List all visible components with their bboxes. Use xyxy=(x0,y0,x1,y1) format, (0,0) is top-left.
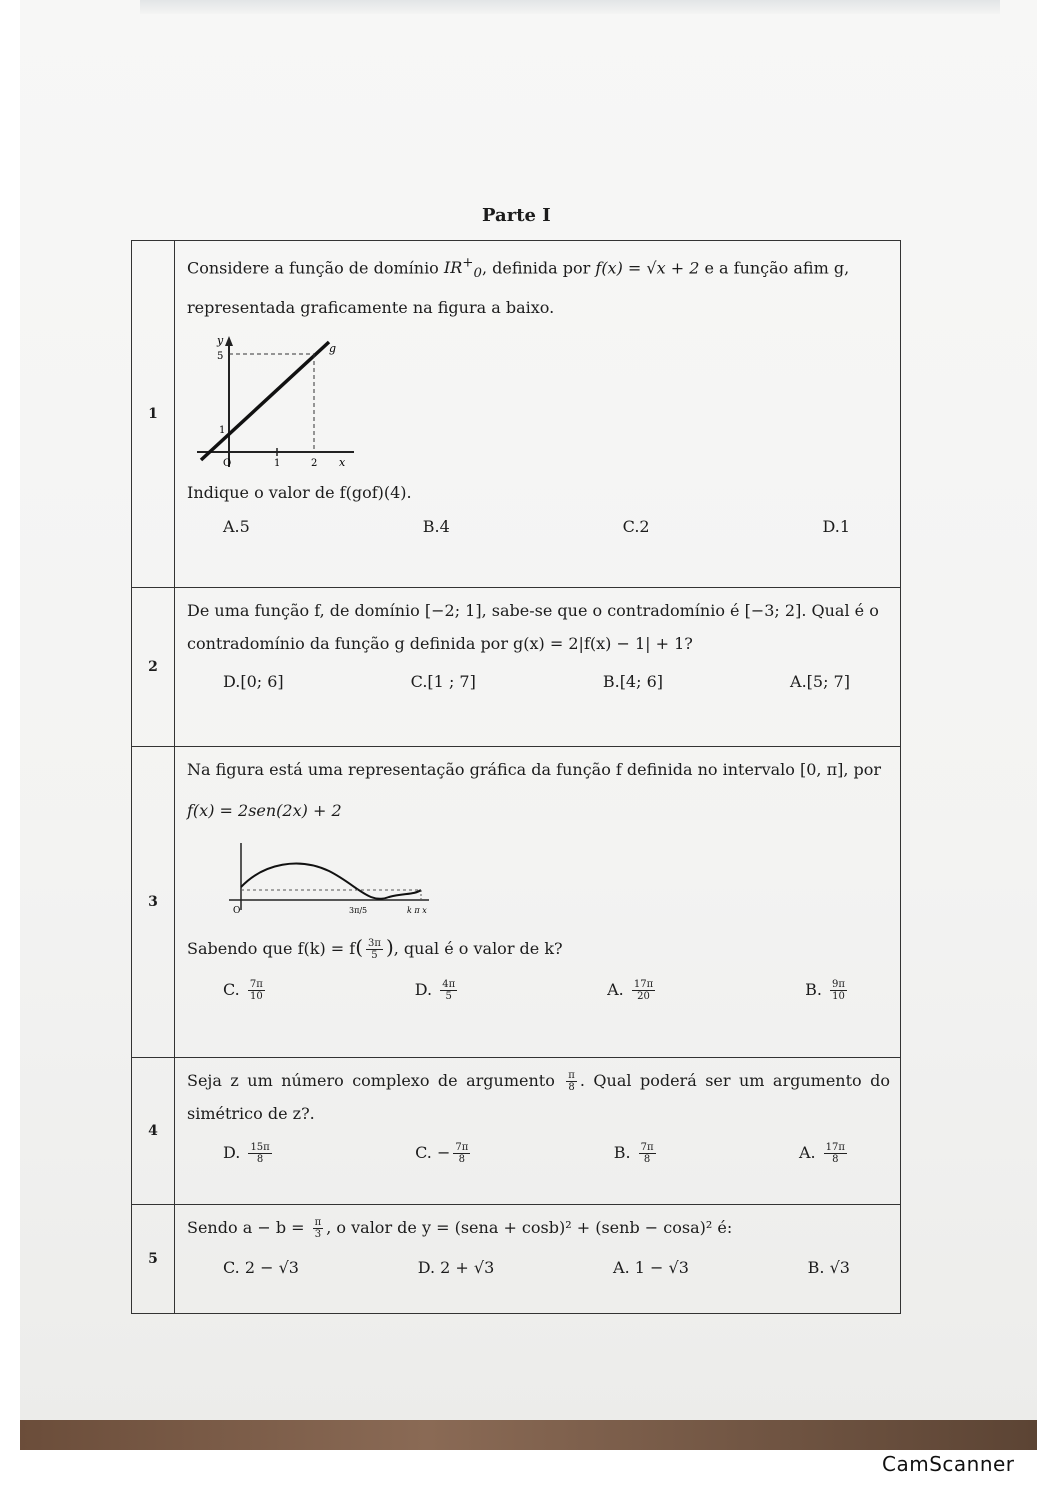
option-b[interactable]: B. $\frac{9\pi}{10}$ xyxy=(805,979,845,1002)
option-a[interactable]: A. $\frac{17\pi}{8}$ xyxy=(798,1142,845,1165)
question-number: 1 xyxy=(132,241,175,588)
option-c[interactable]: C. − $\frac{7\pi}{8}$ xyxy=(415,1142,469,1165)
graph-origin-label: O xyxy=(233,906,241,916)
question-body xyxy=(175,1058,901,1205)
answer-options xyxy=(187,979,890,1002)
option-d[interactable]: D. $\frac{4\pi}{5}$ xyxy=(414,979,456,1002)
graph-x-label: x xyxy=(339,455,346,469)
graph-origin-label: O xyxy=(223,457,232,469)
question-text: Sendo a − b = $\frac{\pi}{3}$ , o valor de y = (sena + cosb)² + (senb − cosa)² é: xyxy=(187,1217,733,1240)
graph-y-label: y xyxy=(217,333,224,347)
option-a[interactable]: A. 1 − √3 xyxy=(613,1258,689,1277)
part-title: Parte I xyxy=(482,205,551,226)
question-row-2 xyxy=(132,588,901,747)
option-c[interactable]: C.[1 ; 7] xyxy=(410,672,476,691)
question-text: Seja z um número complexo de argumento $\frac{\pi}{8}$ . Qual poderá ser um argumento do simétrico de z?. xyxy=(187,1070,890,1123)
question-body xyxy=(175,747,901,1058)
option-a[interactable]: A.[5; 7] xyxy=(790,672,850,691)
option-c[interactable]: C. $\frac{7\pi}{10}$ xyxy=(223,979,263,1002)
question-row-4 xyxy=(132,1058,901,1205)
option-c[interactable]: C. 2 − √3 xyxy=(223,1258,299,1277)
graph-mid-label: 3π/5 xyxy=(349,906,368,915)
fraction: $\frac{\pi}{3}$ xyxy=(314,1217,322,1240)
question-number: 5 xyxy=(132,1205,175,1314)
fraction: $\frac{3\pi}{5}$ xyxy=(368,938,381,961)
option-a[interactable]: A.5 xyxy=(223,516,250,536)
question-body xyxy=(175,1205,901,1314)
question-number: 2 xyxy=(132,588,175,747)
option-d[interactable]: D.[0; 6] xyxy=(223,672,284,691)
linear-function-graph xyxy=(189,332,359,472)
graph-tick1-label: 1 xyxy=(274,457,281,469)
answer-options xyxy=(187,517,890,536)
option-b[interactable]: B. √3 xyxy=(807,1258,850,1277)
option-b[interactable]: B. $\frac{7\pi}{8}$ xyxy=(613,1142,654,1165)
graph-func-label: g xyxy=(329,341,337,355)
option-a[interactable]: A. $\frac{17\pi}{20}$ xyxy=(607,979,654,1002)
graph-end-label: k π x xyxy=(407,906,427,915)
question-prompt: Sabendo que f(k) = f( $\frac{3\pi}{5}$ ), qual é o valor de k? xyxy=(187,935,563,961)
option-b[interactable]: B.4 xyxy=(422,516,450,536)
domain-set: $IR^+_0$ xyxy=(443,256,482,282)
question-text: Considere a função de domínio $IR^+_0$, definida por f(x) = √x + 2 e a função afim g, representada graficamente na figura a baixo. xyxy=(187,256,850,317)
graph-yint-label: 1 xyxy=(219,424,226,436)
graph-tick2-label: 2 xyxy=(311,457,318,469)
question-number: 3 xyxy=(132,747,175,1058)
answer-options xyxy=(187,672,890,691)
question-text: De uma função f, de domínio [−2; 1], sabe-se que o contradomínio é [−3; 2]. Qual é o contradomínio da função g definida por g(x) = 2|f(x) − 1| + 1? xyxy=(187,601,879,653)
question-body xyxy=(175,588,901,747)
fraction: $\frac{\pi}{8}$ xyxy=(568,1070,575,1093)
option-c[interactable]: C.2 xyxy=(622,516,650,536)
question-row-3 xyxy=(132,747,901,1058)
answer-options xyxy=(187,1258,890,1277)
function-formula: f(x) = 2sen(2x) + 2 xyxy=(187,801,342,820)
question-prompt: Indique o valor de f(gof)(4). xyxy=(187,482,412,502)
question-text: Na figura está uma representação gráfica da função f definida no intervalo [0, π], por xyxy=(187,760,882,779)
scan-bottom-edge xyxy=(20,1420,1037,1450)
option-b[interactable]: B.[4; 6] xyxy=(602,672,664,691)
questions-table xyxy=(131,240,901,1314)
sine-function-graph xyxy=(189,835,429,925)
camscanner-logo: CamScanner xyxy=(882,1452,1015,1476)
option-d[interactable]: D.1 xyxy=(822,516,850,536)
option-d[interactable]: D. 2 + √3 xyxy=(417,1258,495,1277)
question-body xyxy=(175,241,901,588)
question-row-5 xyxy=(132,1205,901,1314)
option-d[interactable]: D. $\frac{15\pi}{8}$ xyxy=(223,1142,270,1165)
answer-options xyxy=(187,1142,890,1165)
question-row-1 xyxy=(132,241,901,588)
question-number: 4 xyxy=(132,1058,175,1205)
scan-top-shadow xyxy=(140,0,1000,14)
graph-top-label: 5 xyxy=(217,350,224,362)
